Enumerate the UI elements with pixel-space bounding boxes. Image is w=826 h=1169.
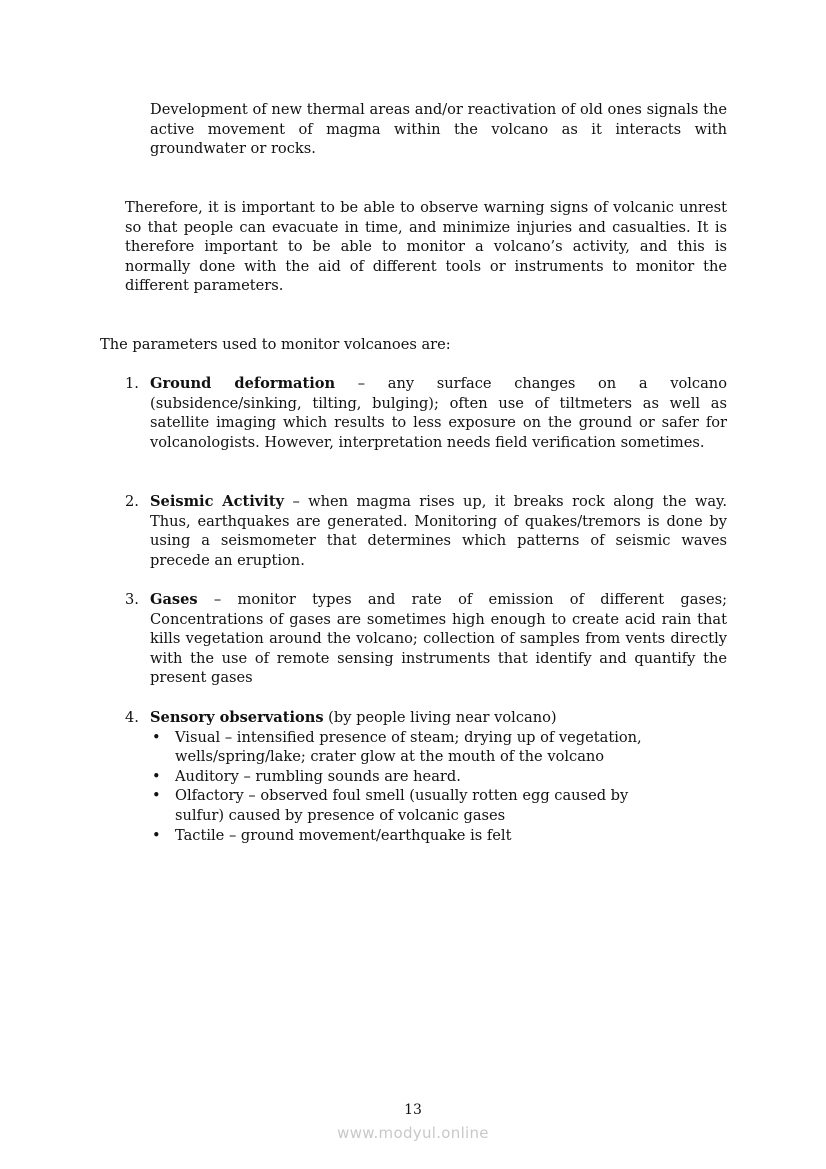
therefore-paragraph: Therefore, it is important to be able to observe warning signs of volcanic unrest so that people can evacuate in time, and minimize injuries and casualties. It is therefore important to be able to monitor a volcano’s activity, and this is normally done with the aid of different tools or instruments to monitor the different parameters. (125, 199, 727, 295)
bullet-icon: • (152, 826, 161, 844)
bullet-item-auditory: • Auditory – rumbling sounds are heard. (152, 767, 461, 785)
item-number: 1. (125, 375, 139, 392)
parameter-item-ground-deformation (125, 374, 727, 452)
item-text: – when magma rises up, it breaks rock along the way. Thus, earthquakes are generated. Monitoring of quakes/tremors is done by using a seismometer that determines which patterns of seismic waves precede an eruption. (150, 493, 727, 569)
parameter-item-gases (125, 590, 727, 688)
parameter-item-seismic-activity (125, 492, 727, 570)
bullet-icon: • (152, 728, 161, 746)
bullet-icon: • (152, 787, 161, 805)
item-term: Gases (150, 591, 198, 608)
bullet-item-olfactory: • Olfactory – observed foul smell (usually rotten egg caused by sulfur) caused by presence of volcanic gases (152, 787, 629, 824)
item-text: – any surface changes on a volcano (subsidence/sinking, tilting, bulging); often use of tiltmeters as well as satellite imaging which results to less exposure on the ground or safer for volcanologists. However, interpretation needs field verification sometimes. (150, 375, 727, 451)
intro-paragraph: Development of new thermal areas and/or reactivation of old ones signals the active movement of magma within the volcano as it interacts with groundwater or rocks. (150, 101, 727, 158)
bullet-item-visual: • Visual – intensified presence of steam; drying up of vegetation, wells/spring/lake; crater glow at the mouth of the volcano (152, 728, 642, 766)
item-text: – monitor types and rate of emission of different gases; Concentrations of gases are sometimes high enough to create acid rain that kills vegetation around the volcano; collection of samples from vents directly with the use of remote sensing instruments that identify and quantify the present gases (150, 591, 727, 687)
item-term: Sensory observations (150, 709, 324, 726)
bullet-item-tactile: • Tactile – ground movement/earthquake is felt (152, 826, 512, 844)
page-number: 13 (404, 1102, 422, 1118)
parameters-intro: The parameters used to monitor volcanoes are: (100, 336, 451, 353)
parameter-item-sensory-observations (125, 708, 727, 845)
item-term: Seismic Activity (150, 493, 285, 510)
watermark: www.modyul.online (337, 1124, 489, 1142)
item-number: 4. (125, 709, 139, 726)
item-text: (by people living near volcano) (323, 709, 557, 726)
sensory-bullet-list (150, 728, 727, 846)
item-number: 2. (125, 493, 139, 510)
bullet-icon: • (152, 767, 161, 785)
item-number: 3. (125, 591, 139, 608)
item-term: Ground deformation (150, 375, 336, 392)
